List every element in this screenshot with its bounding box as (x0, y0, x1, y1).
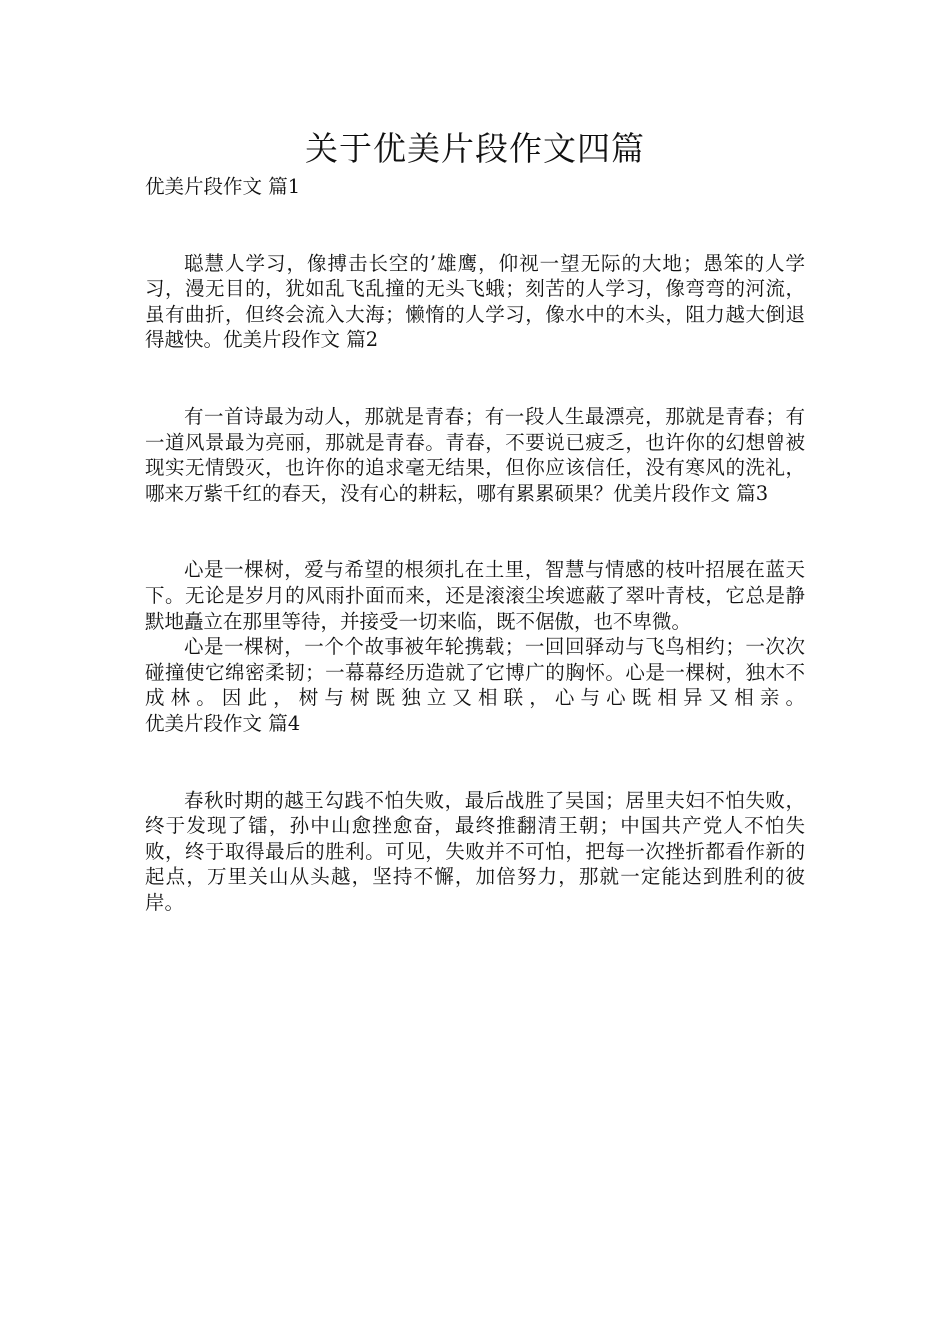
document-page (145, 126, 805, 915)
section-spacer (145, 353, 805, 404)
paragraph-text: 春秋时期的越王勾践不怕失败，最后战胜了吴国；居里夫妇不怕失败，终于发现了镭，孙中山愈挫愈奋，最终推翻清王朝；中国共产党人不怕失败，终于取得最后的胜利。可见，失败并不可怕，把每一次挫折都看作新的起点，万里关山从头越，坚持不懈，加倍努力，那就一定能达到胜利的彼岸。 (145, 788, 805, 914)
section-spacer (145, 200, 805, 251)
paragraph-text: 有一首诗最为动人，那就是青春；有一段人生最漂亮，那就是青春；有一道风景最为亮丽，那就是青春。青春，不要说已疲乏，也许你的幻想曾被现实无情毁灭，也许你的追求毫无结果，但你应该信任，没有寒风的洗礼，哪来万紫千红的春天，没有心的耕耘，哪有累累硕果？ (145, 404, 805, 505)
paragraph-text: 心是一棵树，一个个故事被年轮携载；一回回驿动与飞鸟相约；一次次碰撞使它绵密柔韧；一幕幕经历造就了它博广的胸怀。心是一棵树，独木不成林。因此，树与树既独立又相联，心与心既相异又相亲。 (145, 635, 805, 710)
section-spacer (145, 506, 805, 557)
section-1-paragraph-1 (145, 251, 805, 353)
section-4-paragraph-1 (145, 788, 805, 916)
paragraph-text: 心是一棵树，爱与希望的根须扎在土里，智慧与情感的枝叶招展在蓝天下。无论是岁月的风雨扑面而来，还是滚滚尘埃遮蔽了翠叶青枝，它总是静默地矗立在那里等待，并接受一切来临，既不倨傲，也不卑微。 (145, 558, 805, 633)
section-heading-1-text: 优美片段作文 篇1 (145, 175, 301, 198)
section-3-paragraph-1 (145, 557, 805, 634)
section-heading-2: 优美片段作文 篇2 (223, 328, 379, 352)
section-2-paragraph-1 (145, 404, 805, 506)
section-heading-3: 优美片段作文 篇3 (613, 481, 769, 505)
document-body (145, 174, 805, 915)
section-heading-1 (145, 174, 805, 200)
document-title: 关于优美片段作文四篇 (305, 129, 645, 168)
section-3-paragraph-2 (145, 634, 805, 736)
section-heading-4: 优美片段作文 篇4 (145, 711, 301, 735)
section-spacer (145, 737, 805, 788)
paragraph-text: 聪慧人学习，像搏击长空的’雄鹰，仰视一望无际的大地；愚笨的人学习，漫无目的，犹如乱飞乱撞的无头飞蛾；刻苦的人学习，像弯弯的河流，虽有曲折，但终会流入大海；懒惰的人学习，像水中的木头，阻力越大倒退得越快。 (145, 251, 805, 352)
